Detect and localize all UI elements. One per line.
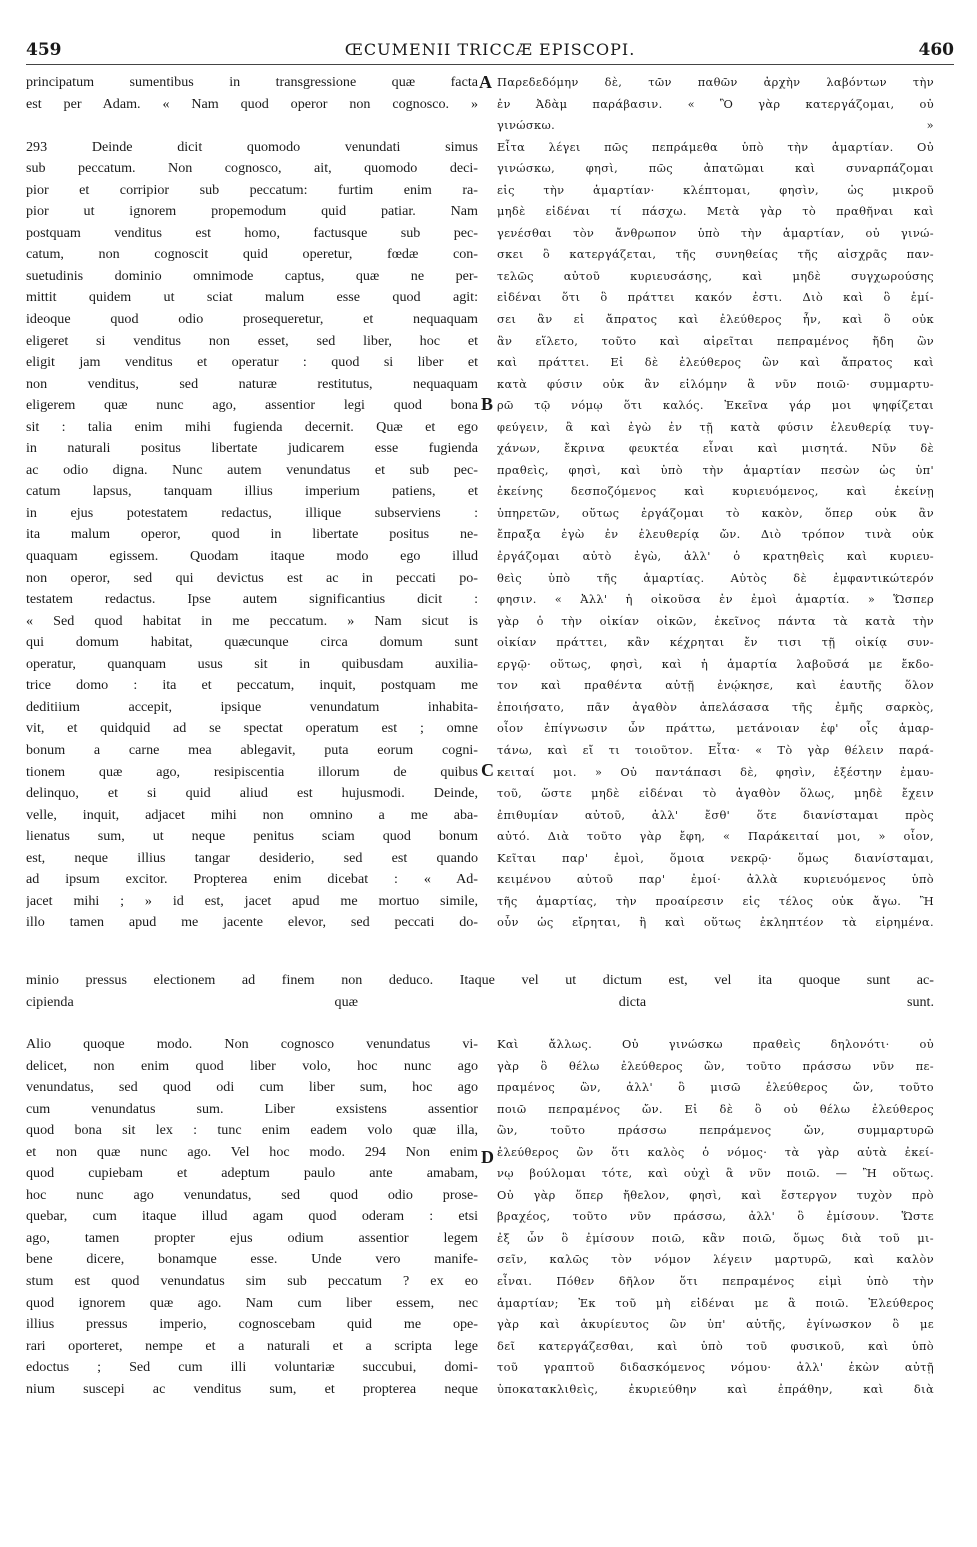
text-line: operatur, quanquam usus sit in quibusdam auxilia- bbox=[26, 655, 478, 672]
text-line: φησιν. « Ἀλλ' ἡ οἰκοῦσα ἐν ἐμοὶ ἁμαρτία. » Ὥσπερ bbox=[497, 592, 934, 607]
text-line: bene dicere, bonamque esse. Unde vero manife- bbox=[26, 1251, 478, 1268]
text-line: εἰς τὴν ἁμαρτίαν· κλέπτομαι, φησὶν, ὡς μικροῦ bbox=[497, 182, 934, 197]
text-line: cipienda quæ dicta sunt. bbox=[26, 993, 934, 1010]
text-line: eligerem quæ nunc ago, assentior legi quod bona bbox=[26, 397, 478, 414]
text-line: νῳ βούλομαι τότε, καὶ οὐχὶ ἃ νῦν ποιῶ. — Ἢ οὕτως. bbox=[497, 1166, 934, 1181]
text-line: non operor, sed qui devictus est ac in peccati po- bbox=[26, 569, 478, 586]
text-line bbox=[26, 115, 478, 137]
text-line: γενέσθαι τὸν ἄνθρωπον ὑπὸ τὴν ἁμαρτίαν, οὐ γινώ- bbox=[497, 225, 934, 240]
right-page-number: 460 bbox=[918, 40, 954, 60]
text-line: πραθεὶς, φησὶ, καὶ ὑπὸ τὴν ἁμαρτίαν πεσὼν ὡς ὑπ' bbox=[497, 462, 934, 477]
text-line: rari oporteret, nempe et a naturali et a scripta lege bbox=[26, 1337, 478, 1354]
text-line: τον καὶ πραθέντα αὐτῇ ἐνῴκησε, καὶ ἑαυτῆς ὅλον bbox=[497, 678, 934, 693]
text-line: minio pressus electionem ad finem non deduco. Itaque vel ut dictum est, vel ita quoque sunt ac- bbox=[26, 972, 934, 988]
text-line: trice domo : ita et peccatum, inquit, postquam me bbox=[26, 677, 478, 694]
text-line: ἐλεύθερος ὢν ὅτι καλὸς ὁ νόμος· τὰ γὰρ αὐτὰ ἐκεί- bbox=[497, 1144, 934, 1159]
text-line: ὢν, τοῦτο πράσσω πεπράμενος ὤν, συμμαρτυρῶ bbox=[497, 1123, 934, 1138]
text-line: ac odio digna. Nunc autem venundatus et sub pec- bbox=[26, 461, 478, 478]
text-line: αὐτό. Διὰ τοῦτο γὰρ ἔφη, « Παράκειταί μοι, » οἷον, bbox=[497, 829, 934, 844]
text-line: γινώσκω. » bbox=[497, 118, 934, 133]
section-marker-d: D bbox=[481, 1147, 494, 1167]
text-line: quod ignorem quæ ago. Nam cum liber essem, nec bbox=[26, 1294, 478, 1311]
text-line: σκει ὃ κατεργάζεται, τῆς συνηθείας τῆς αἰσχρᾶς παν- bbox=[497, 247, 934, 262]
greek-column-top bbox=[497, 72, 934, 934]
text-line: χάνων, ἔκρινα φευκτέα εἶναι καὶ μισητά. Νῦν δὲ bbox=[497, 441, 934, 456]
text-line: ἐπιθυμίαν αὐτοῦ, ἀλλ' ἔσθ' ὅτε διανίσταμαι πρὸς bbox=[497, 807, 934, 822]
text-line: est, neque illius tangar desiderio, sed est quando bbox=[26, 849, 478, 866]
text-line: illo tamen apud me jacente elevor, sed peccati do- bbox=[26, 914, 478, 931]
text-line: ago, tamen propter ejus odium assentior legem bbox=[26, 1229, 478, 1246]
text-line: catum, non cognoscit quid operetur, fœdæ con- bbox=[26, 246, 478, 263]
text-line: eligeret si venditus non esset, sed liber, hoc et bbox=[26, 332, 478, 349]
text-line: edoctus ; Sed cum illi voluntariæ succubui, domi- bbox=[26, 1359, 478, 1376]
text-line: quaquam egissem. Quodam itaque modo ego illud bbox=[26, 548, 478, 565]
text-line: Παρεδεδόμην δὲ, τῶν παθῶν ἀρχὴν λαβόντων τὴν bbox=[497, 75, 934, 89]
text-line: et non quæ nunc ago. Vel hoc modo. 294 Non enim bbox=[26, 1143, 478, 1160]
text-line: hoc nunc ago venundatus, sed quod odio prose- bbox=[26, 1186, 478, 1203]
page-header bbox=[26, 38, 954, 65]
text-line: τοῦ γραπτοῦ διδασκόμενος νόμου· ἀλλ' ἑκὼν αὐτῇ bbox=[497, 1360, 934, 1375]
greek-column-bottom bbox=[497, 1034, 934, 1400]
text-line: γὰρ ὁ τὴν οἰκίαν οἰκῶν, ἐκεῖνος πάντα τὰ κατὰ τὴν bbox=[497, 613, 934, 628]
text-line: πραμένος ὢν, ἀλλ' ὃ μισῶ ἐλεύθερος ὤν, τοῦτο bbox=[497, 1080, 934, 1095]
text-line: ad ipsum excitor. Propterea enim dicebat : « Ad- bbox=[26, 871, 478, 888]
text-line: 293 Deinde dicit quomodo venundati simus bbox=[26, 138, 478, 155]
text-line: ἁμαρτίαν; Ἐκ τοῦ μὴ εἰδέναι με ἃ ποιῶ. Ἐλεύθερος bbox=[497, 1295, 934, 1310]
text-line: quod bona sit lex : tunc enim eadem volo quæ illa, bbox=[26, 1122, 478, 1139]
text-line: catum lapsus, tanquam illius imperium patiens, et bbox=[26, 483, 478, 500]
text-line: βραχέος, τοῦτο νῦν πράσσω, ἀλλ' ὃ ἐμίσουν. Ὥστε bbox=[497, 1209, 934, 1224]
text-line: delinquo, et si quid aliud est hujusmodi. Deinde, bbox=[26, 785, 478, 802]
text-line: principatum sumentibus in transgressione quæ facta bbox=[26, 74, 478, 90]
text-line: ἐν Ἀδὰμ παράβασιν. « Ὃ γὰρ κατεργάζομαι, οὐ bbox=[497, 96, 934, 111]
left-page-number: 459 bbox=[26, 40, 62, 60]
text-line: in ejus potestatem redactus, illique subserviens : bbox=[26, 504, 478, 521]
latin-column-bottom bbox=[26, 1034, 478, 1400]
text-line: κειταί μοι. » Οὐ παντάπασι δὲ, φησὶν, ἐξέστην ἐμαυ- bbox=[497, 764, 934, 779]
text-line: ποιῶ πεπραμένος ὤν. Εἰ δὲ ὃ οὐ θέλω ἐλεύθερος bbox=[497, 1101, 934, 1116]
text-line: οἰκίαν πράττει, κἂν κέχρηται ἔν τισι τῇ οἰκίᾳ συν- bbox=[497, 635, 934, 650]
text-line: nium suscepi ac venditus sum, et propterea neque bbox=[26, 1380, 478, 1397]
text-line: τῆς ἁμαρτίας, τὴν προαίρεσιν εἰς τέλος οὐκ ἄγω. Ἢ bbox=[497, 893, 934, 908]
text-line: cum venundatus sum. Liber exsistens assentior bbox=[26, 1100, 478, 1117]
text-line: γινώσκω, φησὶ, πῶς ἀπατῶμαι καὶ συναρπάζομαι bbox=[497, 161, 934, 176]
text-line: postquam venditus est homo, factusque sub pec- bbox=[26, 224, 478, 241]
section-marker-a: A bbox=[479, 72, 492, 92]
text-line: Alio quoque modo. Non cognosco venundatus vi- bbox=[26, 1036, 478, 1052]
text-line: lienatus sum, ut neque penitus sciam quod bonum bbox=[26, 828, 478, 845]
text-line: σει ἂν εἰ ἄπρατος καὶ ἐλεύθερος ἦν, καὶ ὃ οὐκ bbox=[497, 312, 934, 327]
text-line: ἐποιήσατο, πᾶν ἀγαθὸν ἀπελάσασα τῆς ἐμῆς σαρκὸς, bbox=[497, 699, 934, 714]
text-line: deditiium accepit, ipsique venundatum inhabita- bbox=[26, 698, 478, 715]
text-line: ἐκείνης δεσποζόμενος καὶ κυριευόμενος, καὶ ἐκείνῃ bbox=[497, 484, 934, 499]
text-line: eligit jam venditus et operatur : quod si liber et bbox=[26, 354, 478, 371]
text-line: ἔπραξα ἐγὼ ἐν ἐλευθερίᾳ ὤν. Διὸ τρόπον τινὰ οὐκ bbox=[497, 527, 934, 542]
text-line: εργῷ· οὕτως, φησὶ, καὶ ἡ ἁμαρτία λαβοῦσά με ἔκδο- bbox=[497, 656, 934, 671]
section-marker-b: B bbox=[481, 394, 494, 414]
full-width-text bbox=[26, 970, 934, 1013]
text-line: καὶ πράττει. Εἰ δὲ ἐλεύθερος ὢν καὶ ἄπρατος καὶ bbox=[497, 355, 934, 370]
text-line: οὖν ὡς εἴρηται, ἢ καὶ οὕτως ἐκληπτέον τὰ εἰρημένα. bbox=[497, 915, 934, 930]
text-line: velle, inquit, adjacet mihi non omnino a me aba- bbox=[26, 806, 478, 823]
text-line: γὰρ καὶ ἀκυρίευτος ὢν ὑπ' αὐτῆς, ἐγίνωσκον ὃ με bbox=[497, 1317, 934, 1332]
text-line: « Sed quod habitat in me peccatum. » Nam sicut is bbox=[26, 612, 478, 629]
text-line: Οὐ γὰρ ὅπερ ἤθελον, φησὶ, καὶ ἔστεργον τυχὸν πρὸ bbox=[497, 1187, 934, 1202]
text-line: tionem quæ ago, resipiscentia illorum de quibus bbox=[26, 763, 478, 780]
text-line: ἐργάζομαι αὐτὸ ἐγὼ, ἀλλ' ὁ κρατηθεὶς καὶ κυριευ- bbox=[497, 549, 934, 564]
text-line: sub peccatum. Non cognosco, ait, quomodo deci- bbox=[26, 160, 478, 177]
latin-column-top bbox=[26, 72, 478, 934]
text-line: ρῶ τῷ νόμῳ ὅτι καλός. Ἐκεῖνα γάρ μοι ψηφίζεται bbox=[497, 398, 934, 413]
text-line: Κεῖται παρ' ἐμοὶ, ὅμοια νεκρῷ· ὅμως διανίσταμαι, bbox=[497, 850, 934, 865]
text-line: ita malum operor, quod in libertate positus ne- bbox=[26, 526, 478, 543]
text-line: κειμένου αὐτοῦ παρ' ἐμοί· ἀλλὰ κυριευόμενος ὑπὸ bbox=[497, 872, 934, 887]
text-line: ὑποκατακλιθεὶς, ἐκυριεύθην καὶ ἐπράθην, καὶ διὰ bbox=[497, 1381, 934, 1396]
text-line: γὰρ ὃ θέλω ἐλεύθερος ὢν, τοῦτο πράσσω νῦν πε- bbox=[497, 1058, 934, 1073]
text-line: quebar, cum itaque illud agam quod oderam : etsi bbox=[26, 1208, 478, 1225]
section-marker-c: C bbox=[481, 760, 494, 780]
text-line: φεύγειν, ἃ καὶ ἐγὼ ἐν τῇ κατὰ φύσιν ἐλευθερίᾳ τυγ- bbox=[497, 419, 934, 434]
text-line: venundatus, sed quod odi cum liber sum, hoc ago bbox=[26, 1079, 478, 1096]
text-line: suetudinis dominio omnimode captus, quæ ne per- bbox=[26, 267, 478, 284]
text-line: in naturali positus libertate judicarem esse fugienda bbox=[26, 440, 478, 457]
text-line: est per Adam. « Nam quod operor non cognosco. » bbox=[26, 95, 478, 112]
text-line: εἰδέναι ὅτι ὃ πράττει κακόν ἐστι. Διὸ καὶ ὃ ἐμί- bbox=[497, 290, 934, 305]
text-line: pior ut ignorem propemodum quid patiar. Nam bbox=[26, 203, 478, 220]
text-line: ἐξ ὧν ὃ ἐμίσουν ποιῶ, κἂν ποιῶ, ὅμως διὰ τοῦ μι- bbox=[497, 1230, 934, 1245]
text-line: vit, et quidquid ad se spectat operatum est ; omne bbox=[26, 720, 478, 737]
text-line: Εἶτα λέγει πῶς πεπράμεθα ὑπὸ τὴν ἁμαρτίαν. Οὐ bbox=[497, 139, 934, 154]
text-line: εἶναι. Πόθεν δῆλον ὅτι πεπραμένος εἰμὶ ὑπὸ τὴν bbox=[497, 1274, 934, 1289]
text-line: bonum a carne mea ablegavit, puta eorum cogni- bbox=[26, 741, 478, 758]
text-line: testatem redactus. Ipse autem significantius dicit : bbox=[26, 591, 478, 608]
text-line: ἂν εἵλετο, τοῦτο καὶ αἱρεῖται πεπραμένος ἤδη ὢν bbox=[497, 333, 934, 348]
text-line: οἷον ἐπίγνωσιν ὧν πράττω, μετάνοιαν ἐφ' οἷς ἁμαρ- bbox=[497, 721, 934, 736]
text-line: stum est quod venundatus sim sub peccatum ? ex eo bbox=[26, 1273, 478, 1290]
text-line: θεὶς ὑπὸ τῆς ἁμαρτίας. Αὐτὸς δὲ ἐμφαντικώτερόν bbox=[497, 570, 934, 585]
text-line: Καὶ ἄλλως. Οὐ γινώσκω πραθεὶς δηλονότι· οὐ bbox=[497, 1037, 934, 1051]
text-line: δεῖ κατεργάζεσθαι, καὶ ὑπὸ τοῦ φυσικοῦ, καὶ ὑπὸ bbox=[497, 1338, 934, 1353]
text-line: jacet mihi ; » id est, jacet apud me mortuo simile, bbox=[26, 892, 478, 909]
text-line: μηδὲ εἰδέναι τί πάσχω. Μετὰ γὰρ τὸ πραθῆναι καὶ bbox=[497, 204, 934, 219]
text-line: qui domum habitat, quæcunque circa domum sunt bbox=[26, 634, 478, 651]
text-line: mittit quidem ut sciat malum esse quod agit: bbox=[26, 289, 478, 306]
text-line: τελῶς αὐτοῦ κυριευσάσης, καὶ μηδὲ συγχωρούσης bbox=[497, 268, 934, 283]
text-line: quod cupiebam et adeptum paulo ante amabam, bbox=[26, 1165, 478, 1182]
running-title: ŒCUMENII TRICCÆ EPISCOPI. bbox=[344, 40, 636, 59]
text-line: τοῦ, ὥστε μηδὲ εἰδέναι τὸ ἀγαθὸν ὅλως, μηδὲ ἔχειν bbox=[497, 786, 934, 801]
text-line: κατὰ φύσιν οὐκ ἂν εἱλόμην ἃ νῦν ποιῶ· συμμαρτυ- bbox=[497, 376, 934, 391]
text-line: τάνω, καὶ εἴ τι τοιοῦτον. Εἶτα· « Τὸ γὰρ θέλειν παρά- bbox=[497, 742, 934, 757]
text-line: illius pressus imperio, cognoscebam quid me ope- bbox=[26, 1316, 478, 1333]
text-line: ideoque quod odio prosequeretur, et nequaquam bbox=[26, 311, 478, 328]
text-line: delicet, non enim quod liber volo, hoc nunc ago bbox=[26, 1057, 478, 1074]
text-line: sit : talia enim mihi fugienda decernit. Quæ et ego bbox=[26, 418, 478, 435]
text-line: σεῖν, καλῶς τὸν νόμον λέγειν μαρτυρῶ, καὶ καλὸν bbox=[497, 1252, 934, 1267]
text-line: ὑπηρετῶν, οὕτως ἐργάζομαι τὸ κακὸν, ὅπερ οὐκ ἂν bbox=[497, 505, 934, 520]
text-line: pior et corripior sub peccatum: furtim enim ra- bbox=[26, 181, 478, 198]
text-line: non venditus, sed naturæ restitutus, nequaquam bbox=[26, 375, 478, 392]
